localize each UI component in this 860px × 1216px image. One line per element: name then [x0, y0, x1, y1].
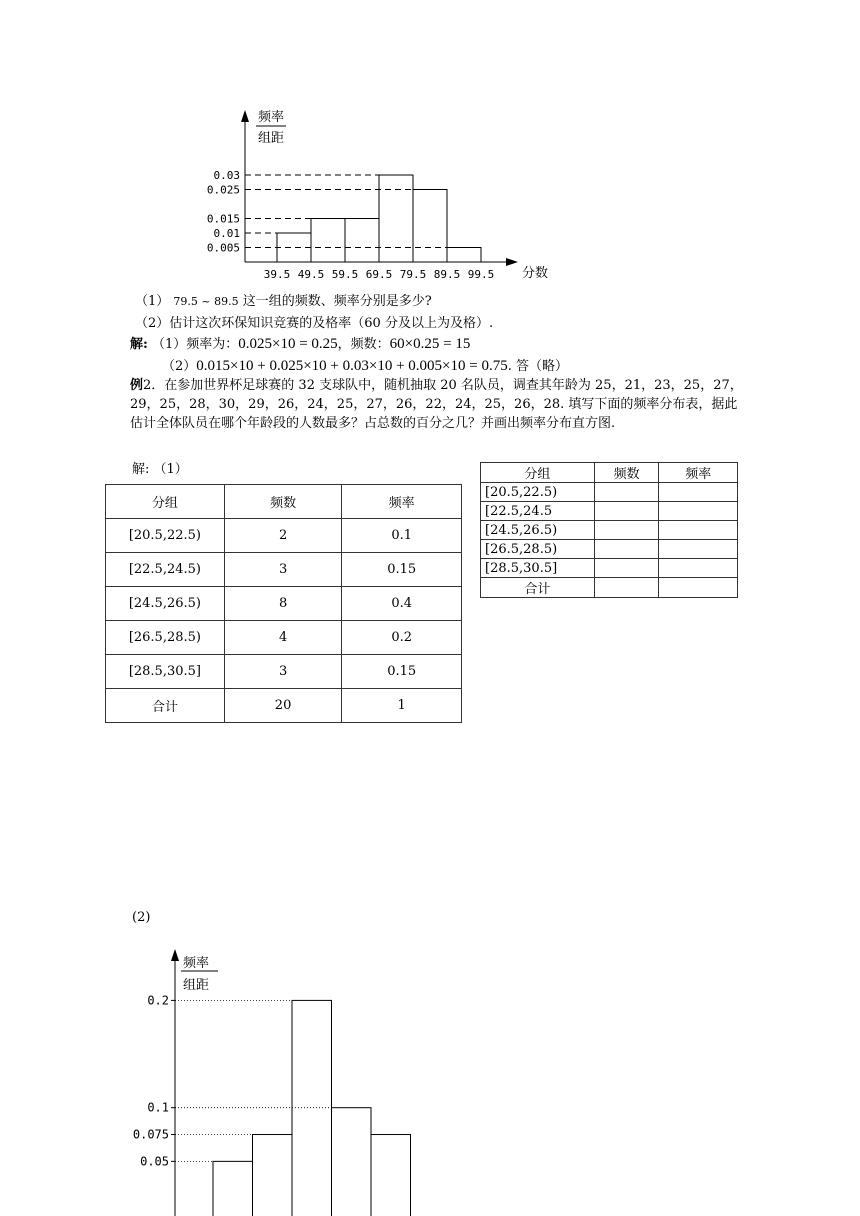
y-tick-label: 0.1	[147, 1100, 169, 1115]
table-cell: [24.5,26.5)	[106, 587, 225, 621]
blank-cell	[659, 483, 738, 502]
table-header-row	[481, 463, 738, 483]
table-row	[106, 655, 462, 689]
table-row	[106, 621, 462, 655]
y-tick-label: 0.03	[213, 169, 240, 182]
y-label-top: 频率	[183, 956, 210, 971]
table-cell: 2	[224, 519, 342, 553]
table-row	[106, 553, 462, 587]
table-header-row	[106, 485, 462, 519]
x-tick-label: 59.5	[331, 268, 359, 281]
frequency-table-blank	[480, 462, 738, 598]
table-row	[481, 521, 738, 540]
question-1	[135, 290, 432, 309]
header-group: 分组	[106, 485, 225, 519]
table-cell: 3	[224, 655, 342, 689]
table-cell: [28.5,30.5]	[481, 559, 595, 578]
solution-table-label: 解: （1）	[132, 462, 188, 477]
example-2	[130, 376, 750, 433]
y-axis-arrow	[241, 110, 249, 122]
blank-cell	[659, 559, 738, 578]
solution-1-mid: ，频数：	[337, 337, 390, 352]
blank-cell	[659, 521, 738, 540]
table-cell: [22.5,24.5)	[106, 553, 225, 587]
table-cell: 4	[224, 621, 342, 655]
blank-cell	[594, 483, 659, 502]
solution-2-prefix: （2）	[162, 359, 197, 374]
blank-cell	[594, 578, 659, 598]
frequency-table-filled	[105, 484, 462, 723]
table-cell: 3	[224, 553, 342, 587]
solution-2	[162, 355, 568, 375]
histogram-ages	[120, 945, 460, 1216]
table-cell: 1	[342, 689, 462, 723]
y-tick-label: 0.015	[206, 212, 240, 226]
histogram-bar	[253, 1135, 293, 1216]
y-tick-label: 0.01	[213, 227, 240, 240]
histogram-bar	[213, 1161, 253, 1216]
table-row	[481, 559, 738, 578]
histogram-bar	[379, 175, 413, 262]
solution-2-suffix: . 答（略）	[507, 359, 568, 374]
table-cell: 0.4	[342, 587, 462, 621]
x-tick-label: 49.5	[297, 268, 325, 281]
question-1-prefix: （1）	[135, 294, 170, 309]
question-2: （2）估计这次环保知识竞赛的及格率（60 分及以上为及格）.	[135, 316, 494, 331]
histogram-bar	[371, 1135, 411, 1216]
histogram-bar	[447, 248, 481, 263]
header-count: 频数	[224, 485, 342, 519]
solution-1-eq1: 0.025×10 = 0.25	[238, 336, 338, 352]
table-cell: [24.5,26.5)	[481, 521, 595, 540]
table-cell: 0.15	[342, 655, 462, 689]
table-cell: [26.5,28.5)	[481, 540, 595, 559]
table-row	[106, 519, 462, 553]
blank-cell	[659, 540, 738, 559]
table-cell: 合计	[481, 578, 595, 598]
y-label-bottom: 组距	[258, 131, 285, 146]
x-axis-arrow	[506, 258, 518, 266]
header-frequency: 频率	[342, 485, 462, 519]
y-label-bottom: 组距	[183, 978, 210, 993]
header-frequency: 频率	[659, 463, 738, 483]
example-label: 例	[130, 378, 144, 393]
table-row-total	[481, 578, 738, 598]
x-tick-label: 39.5	[263, 268, 291, 281]
x-tick-label: 99.5	[467, 268, 495, 281]
table-row	[481, 540, 738, 559]
table-cell: 合计	[106, 689, 225, 723]
y-axis-arrow	[171, 949, 179, 961]
histogram-bar	[292, 1000, 332, 1216]
blank-cell	[594, 502, 659, 521]
table-cell: [26.5,28.5)	[106, 621, 225, 655]
blank-cell	[659, 502, 738, 521]
y-tick-label: 0.2	[147, 993, 169, 1008]
table-cell: 8	[224, 587, 342, 621]
histogram-bar	[413, 190, 447, 263]
histogram-bar	[311, 219, 345, 263]
y-tick-label: 0.075	[132, 1127, 169, 1142]
blank-cell	[659, 578, 738, 598]
blank-cell	[594, 540, 659, 559]
header-count: 频数	[594, 463, 659, 483]
x-tick-label: 89.5	[433, 268, 461, 281]
table-cell: 0.2	[342, 621, 462, 655]
table-row	[106, 587, 462, 621]
question-1-text: 这一组的频数、频率分别是多少?	[242, 294, 432, 309]
solution-1-part: （1）频率为：	[151, 337, 239, 352]
header-group: 分组	[481, 463, 595, 483]
table-cell: 0.1	[342, 519, 462, 553]
table-cell: 0.15	[342, 553, 462, 587]
solution-label: 解:	[130, 337, 148, 352]
table-cell: 20	[224, 689, 342, 723]
table-cell: [20.5,22.5)	[106, 519, 225, 553]
table-row	[481, 483, 738, 502]
histogram-bar	[345, 219, 379, 263]
table-row	[481, 502, 738, 521]
table-row-total	[106, 689, 462, 723]
table-cell: [20.5,22.5)	[481, 483, 595, 502]
y-tick-label: 0.005	[206, 241, 240, 255]
solution-1	[130, 333, 470, 353]
example-2-text: 2．在参加世界杯足球赛的 32 支球队中，随机抽取 20 名队员，调查其年龄为 25，21，23，25，27，29，25，28，30，29，26，24，25，27，26，22，24，25，26，28. 填写下面的频率分布表，据此估计全体队员在哪个年龄段的人数最多？占总数的百分之几？并画出频率分布直方图.	[130, 378, 743, 431]
y-tick-label: 0.05	[140, 1154, 169, 1169]
y-label-top: 频率	[258, 110, 285, 125]
table-cell: [22.5,24.5	[481, 502, 595, 521]
blank-cell	[594, 559, 659, 578]
part-2-label: (2)	[132, 910, 151, 925]
histogram-scores	[190, 104, 560, 284]
histogram-bar	[332, 1108, 372, 1216]
blank-cell	[594, 521, 659, 540]
x-tick-label: 69.5	[365, 268, 393, 281]
solution-2-eq: 0.015×10 + 0.025×10 + 0.03×10 + 0.005×10 = 0.75	[196, 358, 508, 374]
question-1-range: 79.5 ~ 89.5	[173, 295, 239, 308]
table-cell: [28.5,30.5]	[106, 655, 225, 689]
y-tick-label: 0.025	[206, 183, 240, 197]
solution-1-eq2: 60×0.25 = 15	[389, 336, 471, 352]
x-label: 分数	[522, 266, 549, 281]
x-tick-label: 79.5	[399, 268, 427, 281]
